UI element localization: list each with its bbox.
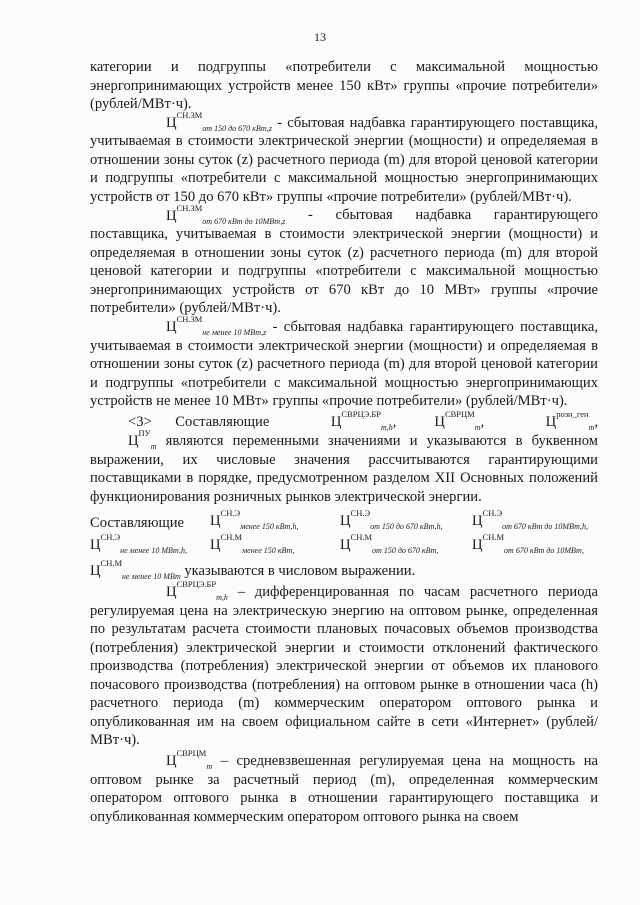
formula-symbol: $Ц^{СН.Э}_{от 670 кВт до 10МВт,h,}$: [472, 508, 589, 531]
components-list: [90, 508, 598, 562]
components-tail: указываются в числовом выражении.: [180, 563, 416, 580]
definition-text: – средневзвешенная регулируемая цена на мощность на оптовом рынке за расчетный период (m), определенная коммерческим оператором оптового рынка в отношении гарантирующего поставщика и опубликованная коммерческим оператором оптового рынка на своем: [90, 752, 598, 825]
formula-symbol: $Ц^{СН.М}_{от 670 кВт до 10МВт,}$: [472, 532, 584, 555]
definition-text: - сбытовая надбавка гарантирующего поставщика, учитываемая в стоимости электрической энергии (мощности) и определяемая в отношении зоны суток (z) расчетного периода (m) для второй ценовой категории и подгруппы «потребители с максимальной мощностью энергопринимающих устройств не менее 10 МВт» группы «прочие потребители» (рублей/МВт·ч).: [90, 318, 598, 410]
formula-symbol: $Ц^{СН.ЗМ}_{от 150 до 670 кВт,z}$: [166, 109, 272, 133]
formula-symbol: $Ц^{розн\_ген}_m$: [545, 408, 595, 432]
formula-symbol: $Ц^{СВРЦМ}_m$: [434, 408, 481, 432]
formula-symbol: $Ц^{СН.ЗМ}_{не менее 10 МВт,z}$: [166, 313, 267, 337]
footnote-3: <3> Составляющие $Ц^{СВРЦЭ.БР}_{m,h}$, $Ц^{СВРЦМ}_m$, $Ц^{розн\_ген}_m$, $Ц^{ПУ}_m$ являются переменными значениями и указываются в буквенном выражении, их числовые значения рассчитываются гарантирующими поставщиками в порядке, предусмотренном разделом XII Основных положений функционирования розничных рынков электрической энергии.: [90, 408, 598, 505]
formula-symbol: $Ц^{СН.ЗМ}_{от 670 кВт до 10МВт,z}$: [166, 202, 286, 226]
document-body: [90, 58, 598, 826]
formula-symbol: $Ц^{СН.Э}_{менее 150 кВт,h,}$: [210, 508, 299, 531]
definition-text: – дифференцированная по часам расчетного периода регулируемая цена на электрическую энергию на оптовом рынке, определенная по результатам расчета стоимости плановых почасовых объемов производства (потребления) электрической энергии и стоимости отклонений фактического производства (потребления) электрической энергии от объемов их планового почасового производства (потребления) на оптовом рынке в отношении часа (h) расчетного периода (m) коммерческим оператором оптового рынка и опубликованная им на своем официальном сайте в сети «Интернет» (рублей/МВт·ч).: [90, 583, 598, 749]
page-number: 13: [314, 30, 326, 44]
definition-text: - сбытовая надбавка гарантирующего поставщика, учитываемая в стоимости электрической энергии (мощности) и определяемая в отношении зоны суток (z) расчетного периода (m) для второй ценовой категории и подгруппы «потребители с максимальной мощностью энергопринимающих устройств от 150 до 670 кВт» группы «прочие потребители» (рублей/МВт·ч).: [90, 114, 598, 205]
definition-surcharge-670-10mw: [90, 202, 598, 317]
formula-symbol: $Ц^{СН.М}_{от 150 до 670 кВт,}$: [340, 532, 439, 555]
definition-wholesale-capacity-price: [90, 747, 598, 826]
definition-wholesale-energy-price: [90, 579, 598, 750]
footnote-lead: <3> Составляющие: [128, 413, 270, 430]
definition-surcharge-150-670: [90, 109, 598, 207]
formula-symbol: $Ц^{СН.М}_{менее 150 кВт,}$: [210, 532, 295, 555]
formula-symbol: $Ц^{СН.М}_{не менее 10 МВт}$: [90, 558, 181, 581]
definition-surcharge-over-10mw: [90, 313, 598, 411]
formula-symbol: $Ц^{СН.Э}_{не менее 10 МВт,h,}$: [90, 532, 187, 555]
footnote-text: являются переменными значениями и указываются в буквенном выражении, их числовые значения рассчитываются гарантирующими поставщиками в порядке, предусмотренном разделом XII Основных положений функционирования розничных рынков электрической энергии.: [90, 432, 598, 505]
paragraph-continuation: категории и подгруппы «потребители с максимальной мощностью энергопринимающих устройств менее 150 кВт» группы «прочие потребители» (рублей/МВт·ч).: [90, 59, 598, 112]
formula-symbol: $Ц^{СВРЦМ}_m$: [166, 747, 213, 771]
components-lead: Составляющие: [90, 515, 185, 532]
formula-symbol: $Ц^{СВРЦЭ.БР}_{m,h}$: [166, 579, 228, 602]
formula-symbol: $Ц^{СВРЦЭ.БР}_{m,h}$: [330, 408, 393, 432]
definition-text: - сбытовая надбавка гарантирующего поставщика, учитываемая в стоимости электрической энергии (мощности) и определяемая в отношении зоны суток (z) расчетного периода (m) для второй ценовой категории и подгруппы «потребители с максимальной мощностью энергопринимающих устройств от 670 кВт до 10 МВт» группы «прочие потребители» (рублей/МВт·ч).: [90, 207, 598, 317]
components-conclusion: [90, 558, 598, 581]
formula-symbol: $Ц^{СН.Э}_{от 150 до 670 кВт,h,}$: [340, 508, 443, 531]
formula-symbol: $Ц^{ПУ}_m$: [128, 427, 157, 451]
